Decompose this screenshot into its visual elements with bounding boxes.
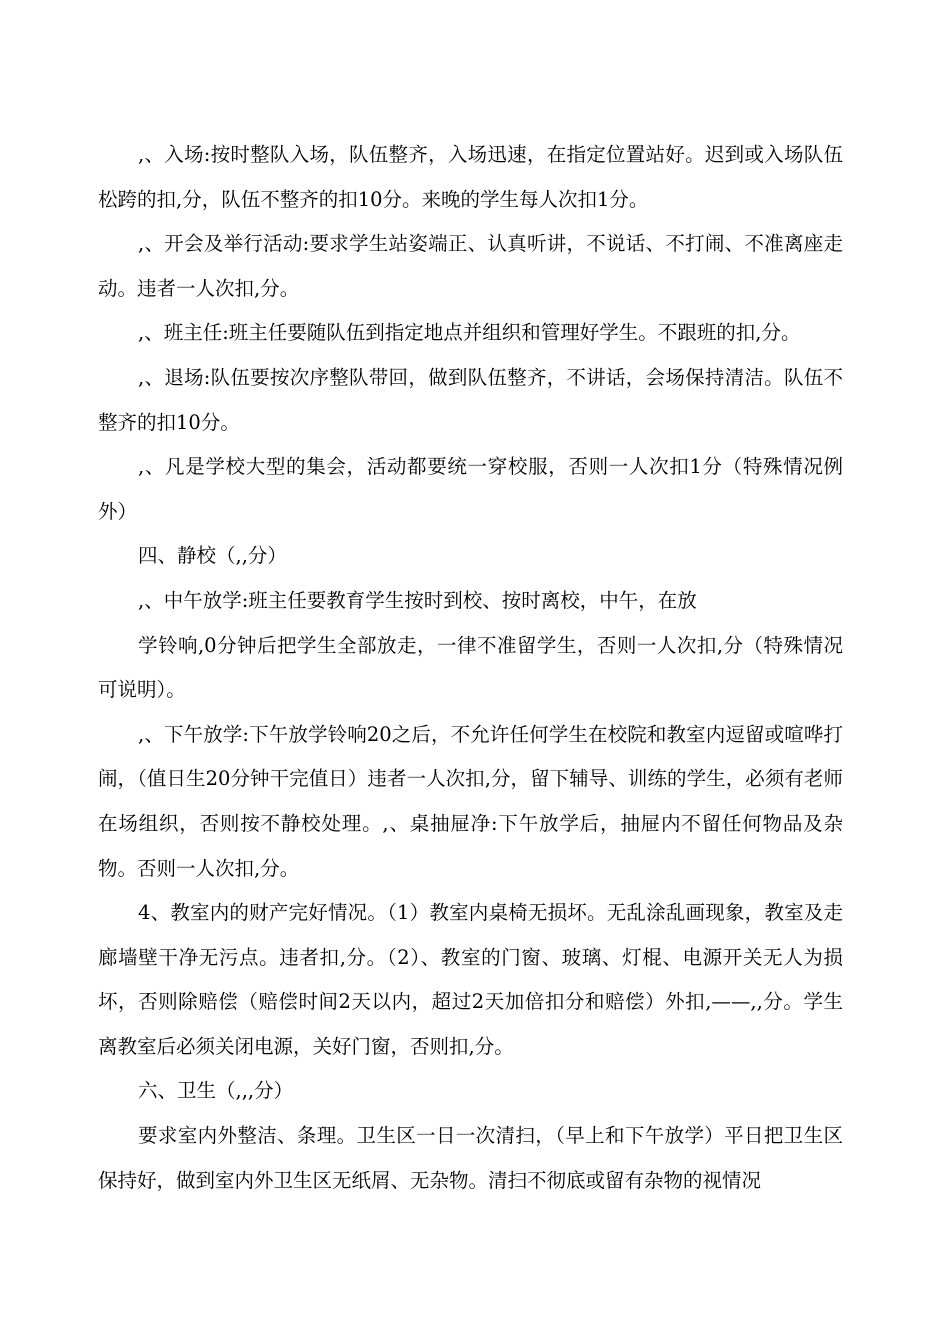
- paragraph-noon-dismissal-cont: 学铃响,0分钟后把学生全部放走，一律不准留学生，否则一人次扣,分（特殊情况可说明）。: [98, 633, 843, 702]
- paragraph-afternoon-dismissal: ,、下午放学:下午放学铃响20之后，不允许任何学生在校院和教室内逗留或喧哗打闹，（值日生20分钟干完值日）违者一人次扣,分，留下辅导、训练的学生，必须有老师在场组织，否则按不静校处理。,、桌抽屉净:下午放学后，抽屉内不留任何物品及杂物。否则一人次扣,分。: [98, 722, 843, 880]
- section-heading-quiet-school: 四、静校（,,分）: [138, 544, 287, 568]
- paragraph-head-teacher: ,、班主任:班主任要随队伍到指定地点并组织和管理好学生。不跟班的扣,分。: [138, 321, 801, 345]
- paragraph-hygiene: 要求室内外整洁、条理。卫生区一日一次清扫，（早上和下午放学）平日把卫生区保持好，做到室内外卫生区无纸屑、无杂物。清扫不彻底或留有杂物的视情况: [98, 1124, 843, 1192]
- paragraph-uniform: ,、凡是学校大型的集会，活动都要统一穿校服，否则一人次扣1分（特殊情况例外）: [98, 455, 843, 523]
- paragraph-noon-dismissal: ,、中午放学:班主任要教育学生按时到校、按时离校，中午，在放: [138, 588, 697, 612]
- document-body: [98, 133, 843, 1203]
- paragraph-meeting: ,、开会及举行活动:要求学生站姿端正、认真听讲，不说话、不打闹、不准离座走动。违者一人次扣,分。: [98, 232, 843, 300]
- section-heading-hygiene: 六、卫生（,,,分）: [138, 1079, 294, 1103]
- paragraph-entry: ,、入场:按时整队入场，队伍整齐，入场迅速，在指定位置站好。迟到或入场队伍松跨的扣,分，队伍不整齐的扣10分。来晚的学生每人次扣1分。: [98, 143, 843, 211]
- paragraph-exit: ,、退场:队伍要按次序整队带回，做到队伍整齐，不讲话，会场保持清洁。队伍不整齐的扣10分。: [98, 365, 843, 434]
- paragraph-classroom-property: 4、教室内的财产完好情况。（1）教室内桌椅无损坏。无乱涂乱画现象，教室及走廊墙壁干净无污点。违者扣,分。（2）、教室的门窗、玻璃、灯棍、电源开关无人为损坏，否则除赔偿（赔偿时间2天以内，超过2天加倍扣分和赔偿）外扣,——,,分。学生离教室后必须关闭电源，关好门窗，否则扣,分。: [98, 901, 843, 1058]
